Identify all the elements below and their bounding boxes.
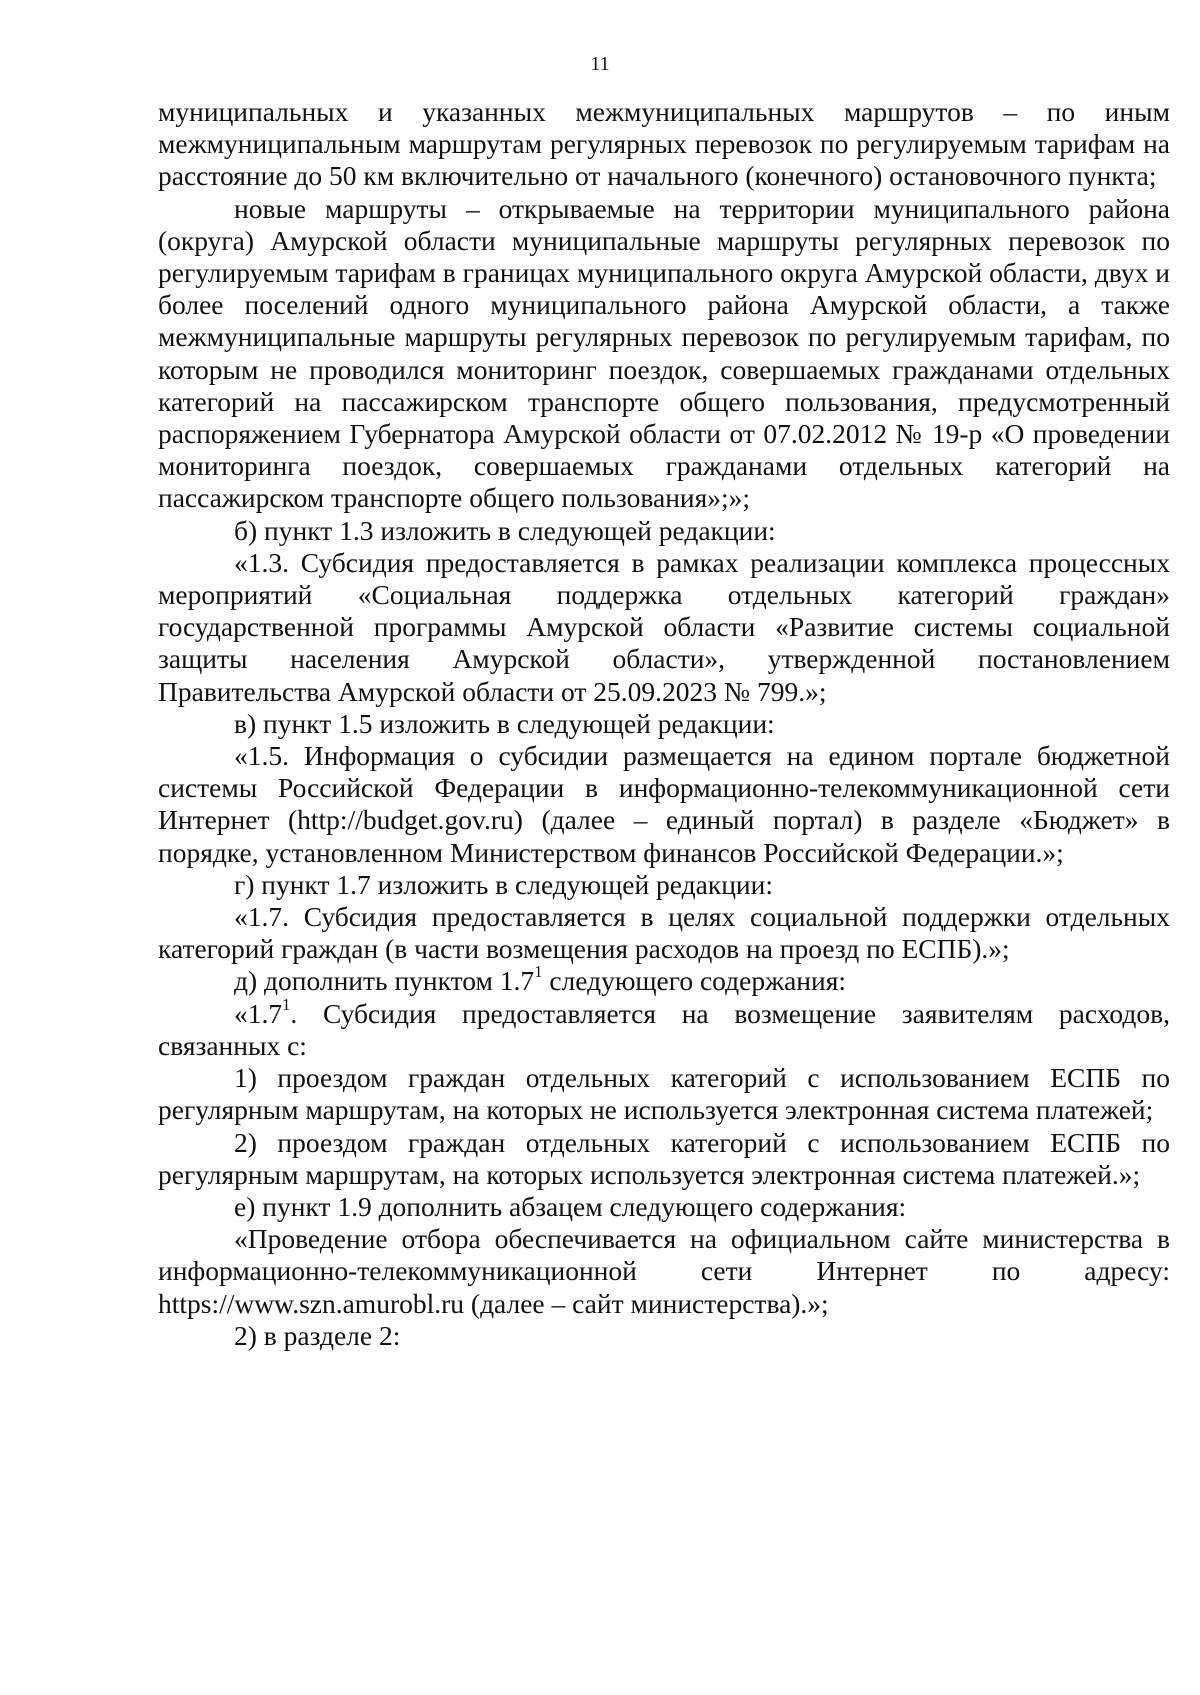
paragraph: 1) проездом граждан отдельных категорий с использованием ЕСПБ по регулярным маршрутам, на которых не используется электронная система платежей; bbox=[158, 1062, 1170, 1126]
paragraph: новые маршруты – открываемые на территории муниципального района (округа) Амурской области муниципальные маршруты регулярных перевозок по регулируемым тарифам в границах муниципального округа Амурской области, двух и более поселений одного муниципального района Амурской области, а также межмуниципальные маршруты регулярных перевозок по регулируемым тарифам, по которым не проводился мониторинг поездок, совершаемых гражданами отдельных категорий на пассажирском транспорте общего пользования, предусмотренный распоряжением Губернатора Амурской области от 07.02.2012 № 19-р «О проведении мониторинга поездок, совершаемых гражданами отдельных категорий на пассажирском транспорте общего пользования»;»; bbox=[158, 192, 1170, 514]
paragraph bbox=[158, 962, 1170, 997]
paragraph: в) пункт 1.5 изложить в следующей редакции: bbox=[234, 707, 775, 739]
paragraph: муниципальных и указанных межмуниципальных маршрутов – по иным межмуниципальным маршрутам регулярных перевозок по регулируемым тарифам на расстояние до 50 км включительно от начального (конечного) остановочного пункта; bbox=[158, 96, 1170, 192]
paragraph-text: следующего содержания: bbox=[542, 965, 847, 997]
paragraph-text: «1.7 bbox=[234, 997, 283, 1029]
paragraph: «1.7. Субсидия предоставляется в целях социальной поддержки отдельных категорий граждан (в части возмещения расходов на проезд по ЕСПБ).»; bbox=[158, 901, 1170, 965]
paragraph: «1.3. Субсидия предоставляется в рамках реализации комплекса процессных мероприятий «Социальная поддержка отдельных категорий граждан» государственной программы Амурской области «Развитие системы социальной защиты населения Амурской области», утвержденной постановлением Правительства Амурской области от 25.09.2023 № 799.»; bbox=[158, 546, 1170, 707]
paragraph: г) пункт 1.7 изложить в следующей редакции: bbox=[234, 868, 773, 900]
paragraph: «Проведение отбора обеспечивается на официальном сайте министерства в информационно-телекоммуникационной сети Интернет по адресу: https://www.szn.amurobl.ru (далее – сайт министерства).»; bbox=[158, 1223, 1170, 1319]
document-body bbox=[158, 96, 1170, 1352]
paragraph: 2) проездом граждан отдельных категорий с использованием ЕСПБ по регулярным маршрутам, на которых используется электронная система платежей.»; bbox=[158, 1126, 1170, 1190]
paragraph bbox=[158, 994, 1170, 1062]
superscript: 1 bbox=[534, 962, 543, 982]
paragraph-text: . Субсидия предоставляется на возмещение заявителям расходов, связанных с: bbox=[158, 997, 1170, 1061]
page-number: 11 bbox=[590, 53, 610, 75]
paragraph: е) пункт 1.9 дополнить абзацем следующего содержания: bbox=[234, 1190, 907, 1222]
superscript: 1 bbox=[282, 994, 291, 1014]
paragraph-text: д) дополнить пунктом 1.7 bbox=[234, 965, 535, 997]
paragraph: «1.5. Информация о субсидии размещается на едином портале бюджетной системы Российской Федерации в информационно-телекоммуникационной сети Интернет (http://budget.gov.ru) (далее – единый портал) в разделе «Бюджет» в порядке, установленном Министерством финансов Российской Федерации.»; bbox=[158, 740, 1170, 868]
paragraph: б) пункт 1.3 изложить в следующей редакции: bbox=[234, 514, 776, 546]
paragraph: 2) в разделе 2: bbox=[234, 1319, 401, 1351]
